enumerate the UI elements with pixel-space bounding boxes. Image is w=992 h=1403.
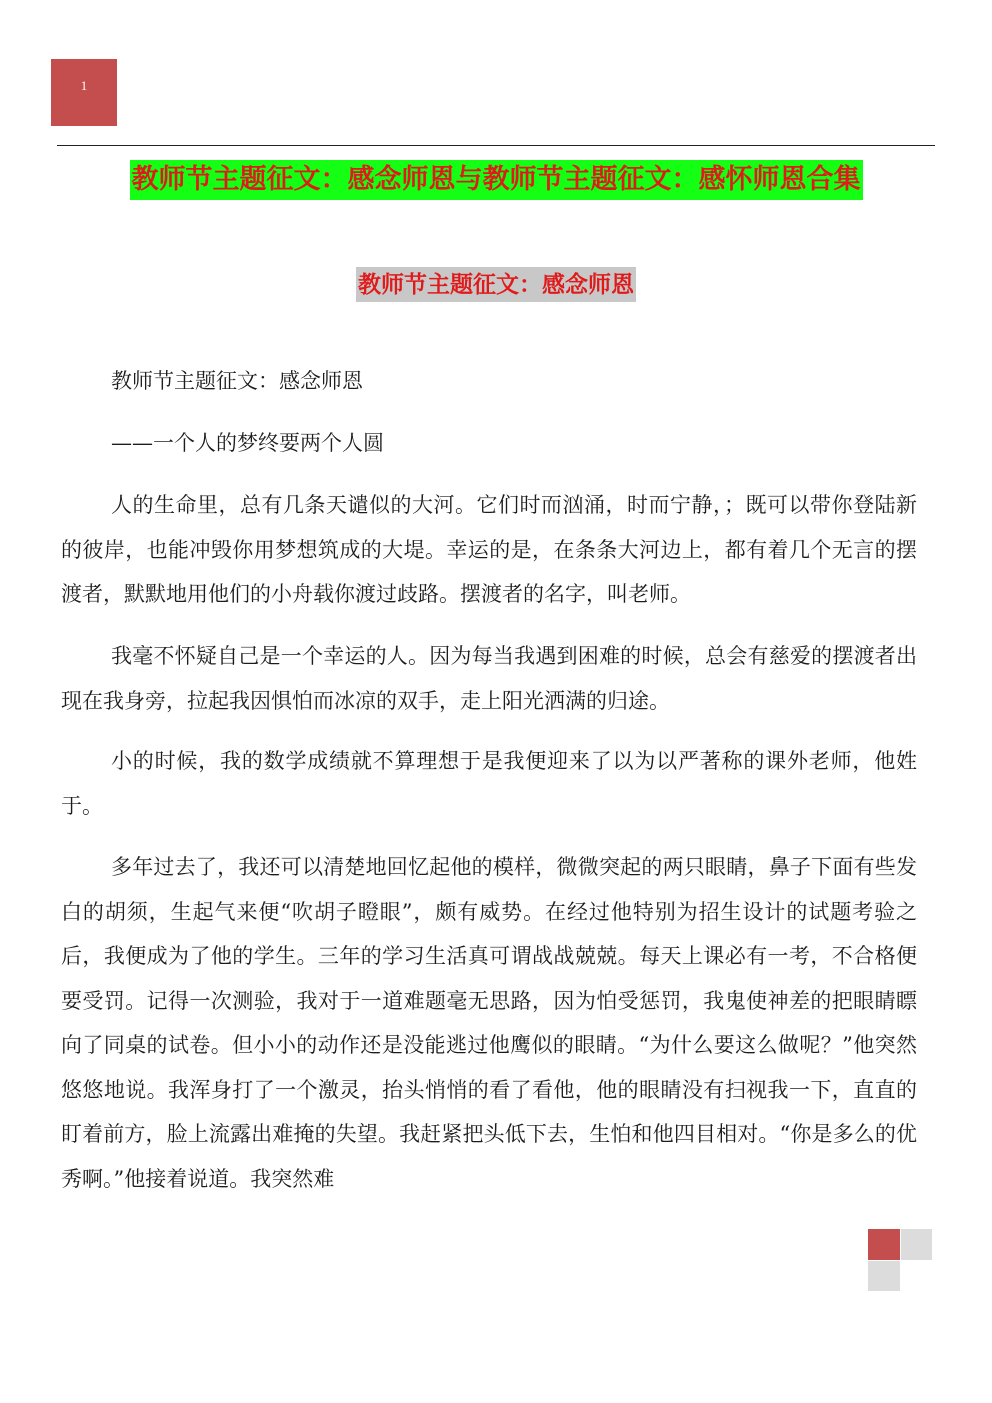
main-title: 教师节主题征文：感念师恩与教师节主题征文：感怀师恩合集 [130, 160, 863, 200]
corner-decoration-gray-right [901, 1229, 932, 1260]
header-divider [57, 145, 935, 146]
sub-title: 教师节主题征文：感念师恩 [356, 267, 636, 302]
heading-line: 教师节主题征文：感念师恩 [111, 369, 363, 393]
paragraph-2: 我毫不怀疑自己是一个幸运的人。因为每当我遇到困难的时候，总会有慈爱的摆渡者出现在我身旁，拉起我因惧怕而冰凉的双手，走上阳光洒满的归途。 [61, 644, 917, 713]
paragraph-3: 小的时候，我的数学成绩就不算理想于是我便迎来了以为以严著称的课外老师，他姓于。 [61, 749, 917, 818]
page-number: 1 [80, 78, 88, 93]
page-number-badge [51, 59, 117, 126]
main-title-container [0, 160, 992, 200]
paragraph-1: 人的生命里，总有几条天谴似的大河。它们时而汹涌，时而宁静，；既可以带你登陆新的彼岸，也能冲毁你用梦想筑成的大堤。幸运的是，在条条大河边上，都有着几个无言的摆渡者，默默地用他们的小舟载你渡过歧路。摆渡者的名字，叫老师。 [61, 493, 917, 606]
paragraph-4: 多年过去了，我还可以清楚地回忆起他的模样，微微突起的两只眼睛，鼻子下面有些发白的胡须，生起气来便“吹胡子瞪眼”，颇有威势。在经过他特别为招生设计的试题考验之后，我便成为了他的学生。三年的学习生活真可谓战战兢兢。每天上课必有一考，不合格便要受罚。记得一次测验，我对于一道难题毫无思路，因为怕受惩罚，我鬼使神差的把眼睛瞟向了同桌的试卷。但小小的动作还是没能逃过他鹰似的眼睛。“为什么要这么做呢？”他突然悠悠地说。我浑身打了一个激灵，抬头悄悄的看了看他，他的眼睛没有扫视我一下，直直的盯着前方，脸上流露出难掩的失望。我赶紧把头低下去，生怕和他四目相对。“你是多么的优秀啊。”他接着说道。我突然难 [61, 855, 917, 1191]
sub-title-container [0, 267, 992, 302]
corner-decoration-gray-bottom [868, 1261, 900, 1291]
dash-subtitle-line: ——一个人的梦终要两个人圆 [111, 431, 384, 455]
corner-decoration-red [868, 1229, 900, 1260]
